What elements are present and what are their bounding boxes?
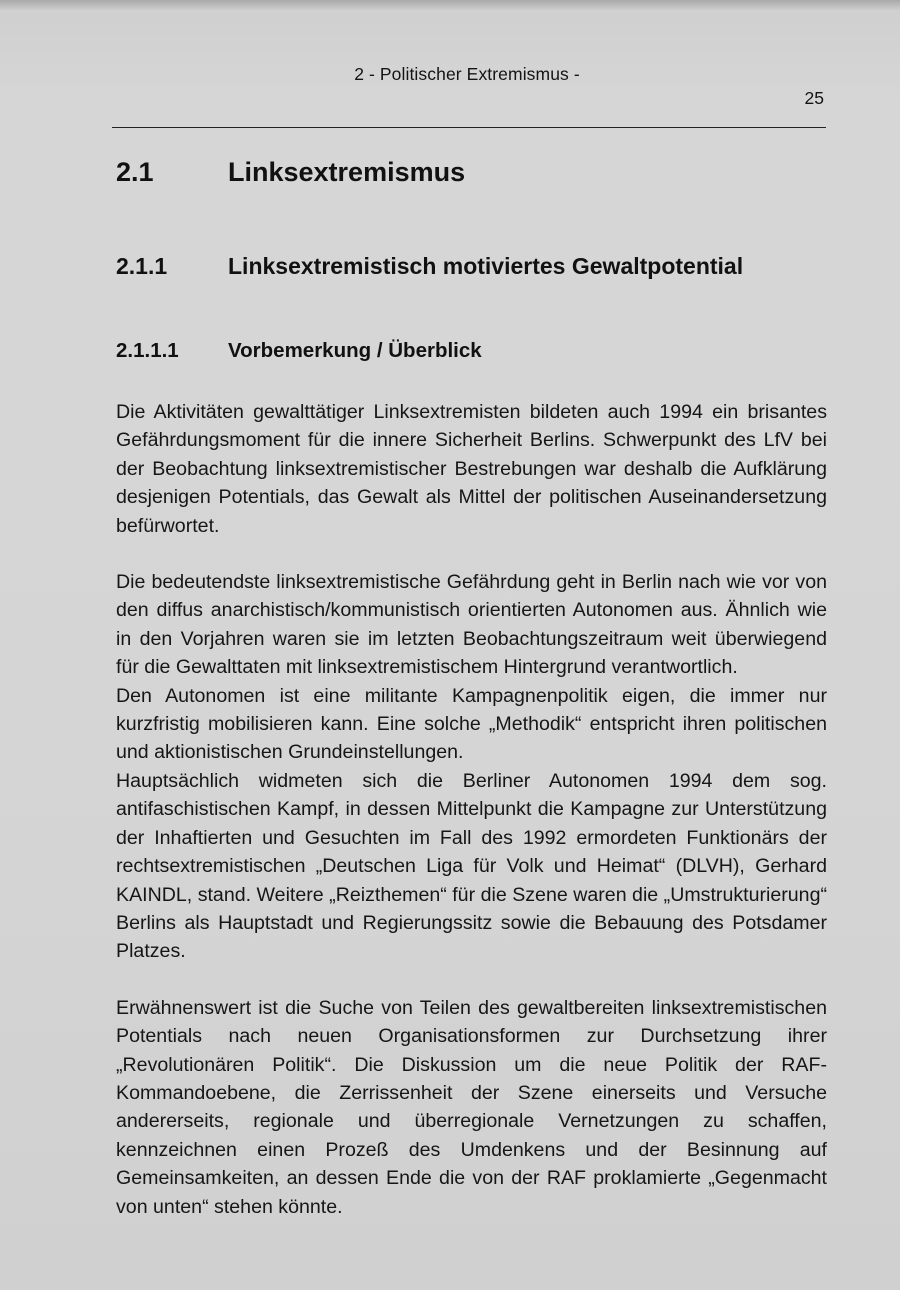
paragraph: Den Autonomen ist eine militante Kampagnenpolitik eigen, die immer nur kurzfristig mobilisieren kann. Eine solche „Methodik“ entspricht ihren politischen und aktionistischen Grundeinstellungen.	[116, 684, 827, 764]
scan-top-edge	[0, 0, 900, 10]
paragraph: Die Aktivitäten gewalttätiger Linksextremisten bildeten auch 1994 ein brisantes Gefährdungsmoment für die innere Sicherheit Berlins. Schwerpunkt des LfV bei der Beobachtung linksextremistischer Bestrebungen war deshalb die Aufklärung desjenigen Potentials, das Gewalt als Mittel der politischen Auseinandersetzung befürwortet.	[116, 401, 827, 537]
subsubsection-number: 2.1.1.1	[116, 339, 179, 362]
paragraph: Erwähnenswert ist die Suche von Teilen des gewaltbereiten linksextremistischen Potentials nach neuen Organisationsformen zur Durchsetzung ihrer „Revolutionären Politik“. Die Diskussion um die neue Politik der RAF-Kommandoebene, die Zerrissenheit der Szene einerseits und Versuche andererseits, regionale und überregionale Vernetzungen zu schaffen, kennzeichnen einen Prozeß des Umdenkens und der Besinnung auf Gemeinsamkeiten, an dessen Ende die von der RAF proklamierte „Gegenmacht von unten“ stehen könnte.	[116, 996, 827, 1218]
body-text	[116, 398, 827, 1221]
paragraph: Die bedeutendste linksextremistische Gefährdung geht in Berlin nach wie vor von den diffus anarchistisch/kommunistisch orientierten Autonomen aus. Ähnlich wie in den Vorjahren waren sie im letzten Beobachtungszeitraum weit überwiegend für die Gewalttaten mit linksextremistischem Hintergrund verantwortlich.	[116, 571, 827, 679]
subsection-title: Linksextremistisch motiviertes Gewaltpotential	[228, 253, 744, 279]
page-number: 25	[804, 88, 824, 108]
section-title: Linksextremismus	[228, 157, 466, 187]
paragraph: Hauptsächlich widmeten sich die Berliner Autonomen 1994 dem sog. antifaschistischen Kampf, in dessen Mittelpunkt die Kampagne zur Unterstützung der Inhaftierten und Gesuchten im Fall des 1992 ermordeten Funktionärs der rechtsextremistischen „Deutschen Liga für Volk und Heimat“ (DLVH), Gerhard KAINDL, stand. Weitere „Reizthemen“ für die Szene waren die „Umstrukturierung“ Berlins als Hauptstadt und Regierungssitz sowie die Bebauung des Potsdamer Platzes.	[116, 769, 827, 963]
section-number: 2.1	[116, 157, 154, 187]
subsection-number: 2.1.1	[116, 253, 168, 279]
running-head: 2 - Politischer Extremismus -	[354, 64, 580, 84]
subsubsection-title: Vorbemerkung / Überblick	[228, 339, 482, 362]
header-rule	[112, 127, 826, 128]
